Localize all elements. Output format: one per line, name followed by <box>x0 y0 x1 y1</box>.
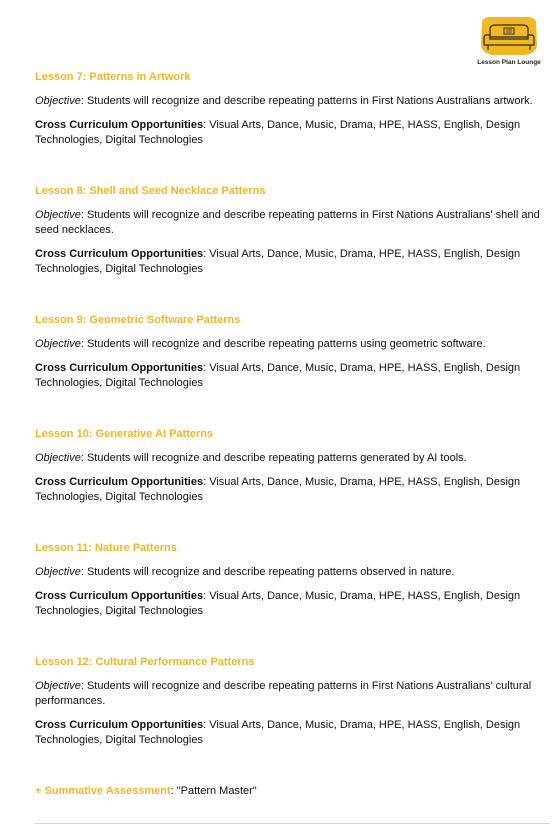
lesson-cross-curriculum <box>35 361 550 391</box>
objective-label: Objective <box>35 338 81 350</box>
cross-curriculum-label: Cross Curriculum Opportunities <box>35 248 204 260</box>
lesson-title: Lesson 8: Shell and Seed Necklace Patterns <box>35 185 266 197</box>
objective-text: : Students will recognize and describe repeating patterns in First Nations Australians' shell and seed necklaces. <box>35 209 540 236</box>
lesson-section <box>35 541 550 619</box>
objective-text: : Students will recognize and describe repeating patterns using geometric software. <box>80 338 486 350</box>
lesson-title: Lesson 11: Nature Patterns <box>35 542 177 554</box>
objective-text: : Students will recognize and describe repeating patterns observed in nature. <box>80 566 455 578</box>
lesson-objective <box>35 451 550 466</box>
objective-label: Objective <box>35 566 81 578</box>
lesson-objective <box>35 565 550 580</box>
lesson-cross-curriculum <box>35 589 550 619</box>
lesson-section <box>35 70 550 148</box>
objective-text: : Students will recognize and describe repeating patterns in First Nations Australians artwork. <box>80 95 533 107</box>
cross-curriculum-text: : Visual Arts, Dance, Music, Drama, HPE, HASS, English, Design Technologies, Digital Technologies <box>35 119 521 146</box>
lesson-content <box>35 70 550 799</box>
lesson-title: Lesson 12: Cultural Performance Patterns <box>35 656 255 668</box>
summative-assessment <box>35 784 550 799</box>
cross-curriculum-text: : Visual Arts, Dance, Music, Drama, HPE, HASS, English, Design Technologies, Digital Technologies <box>35 248 521 275</box>
objective-label: Objective <box>35 452 81 464</box>
cross-curriculum-text: : Visual Arts, Dance, Music, Drama, HPE, HASS, English, Design Technologies, Digital Technologies <box>35 719 521 746</box>
lesson-objective <box>35 208 550 238</box>
lesson-objective <box>35 94 550 109</box>
bottom-divider <box>35 823 550 824</box>
lesson-plan-lounge-logo <box>476 15 542 71</box>
summative-assessment-label: + Summative Assessment <box>35 785 171 797</box>
summative-assessment-value: : "Pattern Master" <box>170 785 257 797</box>
cross-curriculum-label: Cross Curriculum Opportunities <box>35 719 204 731</box>
objective-text: : Students will recognize and describe repeating patterns in First Nations Australians' cultural performances. <box>35 680 532 707</box>
cross-curriculum-label: Cross Curriculum Opportunities <box>35 119 204 131</box>
objective-text: : Students will recognize and describe repeating patterns generated by AI tools. <box>80 452 467 464</box>
cross-curriculum-label: Cross Curriculum Opportunities <box>35 362 204 374</box>
lesson-title: Lesson 7: Patterns in Artwork <box>35 71 191 83</box>
lesson-cross-curriculum <box>35 718 550 748</box>
lesson-cross-curriculum <box>35 247 550 277</box>
objective-label: Objective <box>35 209 81 221</box>
lesson-cross-curriculum <box>35 118 550 148</box>
lesson-title: Lesson 9: Geometric Software Patterns <box>35 314 241 326</box>
cross-curriculum-text: : Visual Arts, Dance, Music, Drama, HPE, HASS, English, Design Technologies, Digital Technologies <box>35 362 521 389</box>
objective-label: Objective <box>35 680 81 692</box>
lesson-title: Lesson 10: Generative AI Patterns <box>35 428 214 440</box>
lesson-section <box>35 655 550 748</box>
cross-curriculum-label: Cross Curriculum Opportunities <box>35 590 204 602</box>
lesson-section <box>35 184 550 277</box>
lesson-cross-curriculum <box>35 475 550 505</box>
cross-curriculum-text: : Visual Arts, Dance, Music, Drama, HPE, HASS, English, Design Technologies, Digital Technologies <box>35 476 521 503</box>
lesson-objective <box>35 337 550 352</box>
logo-caption: Lesson Plan Lounge <box>477 59 541 66</box>
cross-curriculum-text: : Visual Arts, Dance, Music, Drama, HPE, HASS, English, Design Technologies, Digital Technologies <box>35 590 521 617</box>
lesson-section <box>35 427 550 505</box>
lounge-chair-icon <box>476 15 542 59</box>
cross-curriculum-label: Cross Curriculum Opportunities <box>35 476 204 488</box>
objective-label: Objective <box>35 95 81 107</box>
lesson-objective <box>35 679 550 709</box>
lesson-section <box>35 313 550 391</box>
